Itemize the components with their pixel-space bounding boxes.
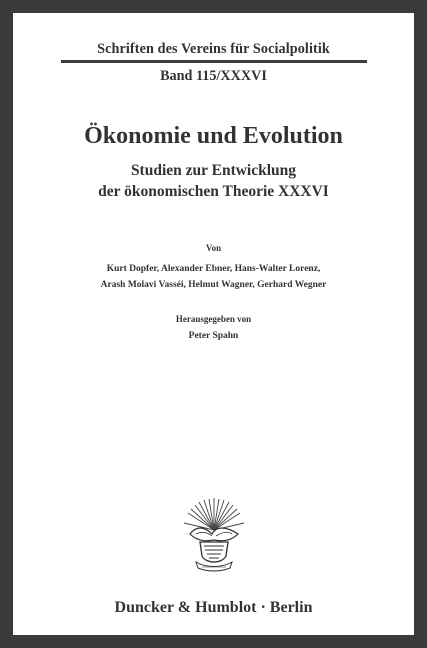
book-title: Ökonomie und Evolution — [84, 123, 343, 149]
subtitle-line-1: Studien zur Entwicklung — [130, 162, 297, 179]
header-rule — [61, 60, 367, 63]
authors-line-1: Kurt Dopfer, Alexander Ebner, Hans-Walter Lorenz, — [106, 264, 321, 274]
volume-number: Band 115/XXXVI — [160, 68, 267, 84]
publisher-emblem-icon — [182, 496, 246, 572]
book-subtitle — [13, 160, 414, 202]
authors-line-2: Arash Molavi Vasséi, Helmut Wagner, Gerhard Wegner — [100, 280, 327, 290]
by-label: Von — [205, 243, 222, 253]
editor-label: Herausgegeben von — [175, 314, 252, 324]
cover-page — [13, 13, 414, 635]
series-title: Schriften des Vereins für Socialpolitik — [97, 41, 330, 57]
subtitle-line-2: der ökonomischen Theorie XXXVI — [98, 183, 329, 200]
publisher-name: Duncker & Humblot · Berlin — [114, 599, 313, 616]
editor-name: Peter Spahn — [188, 331, 239, 341]
author-list — [13, 261, 414, 293]
